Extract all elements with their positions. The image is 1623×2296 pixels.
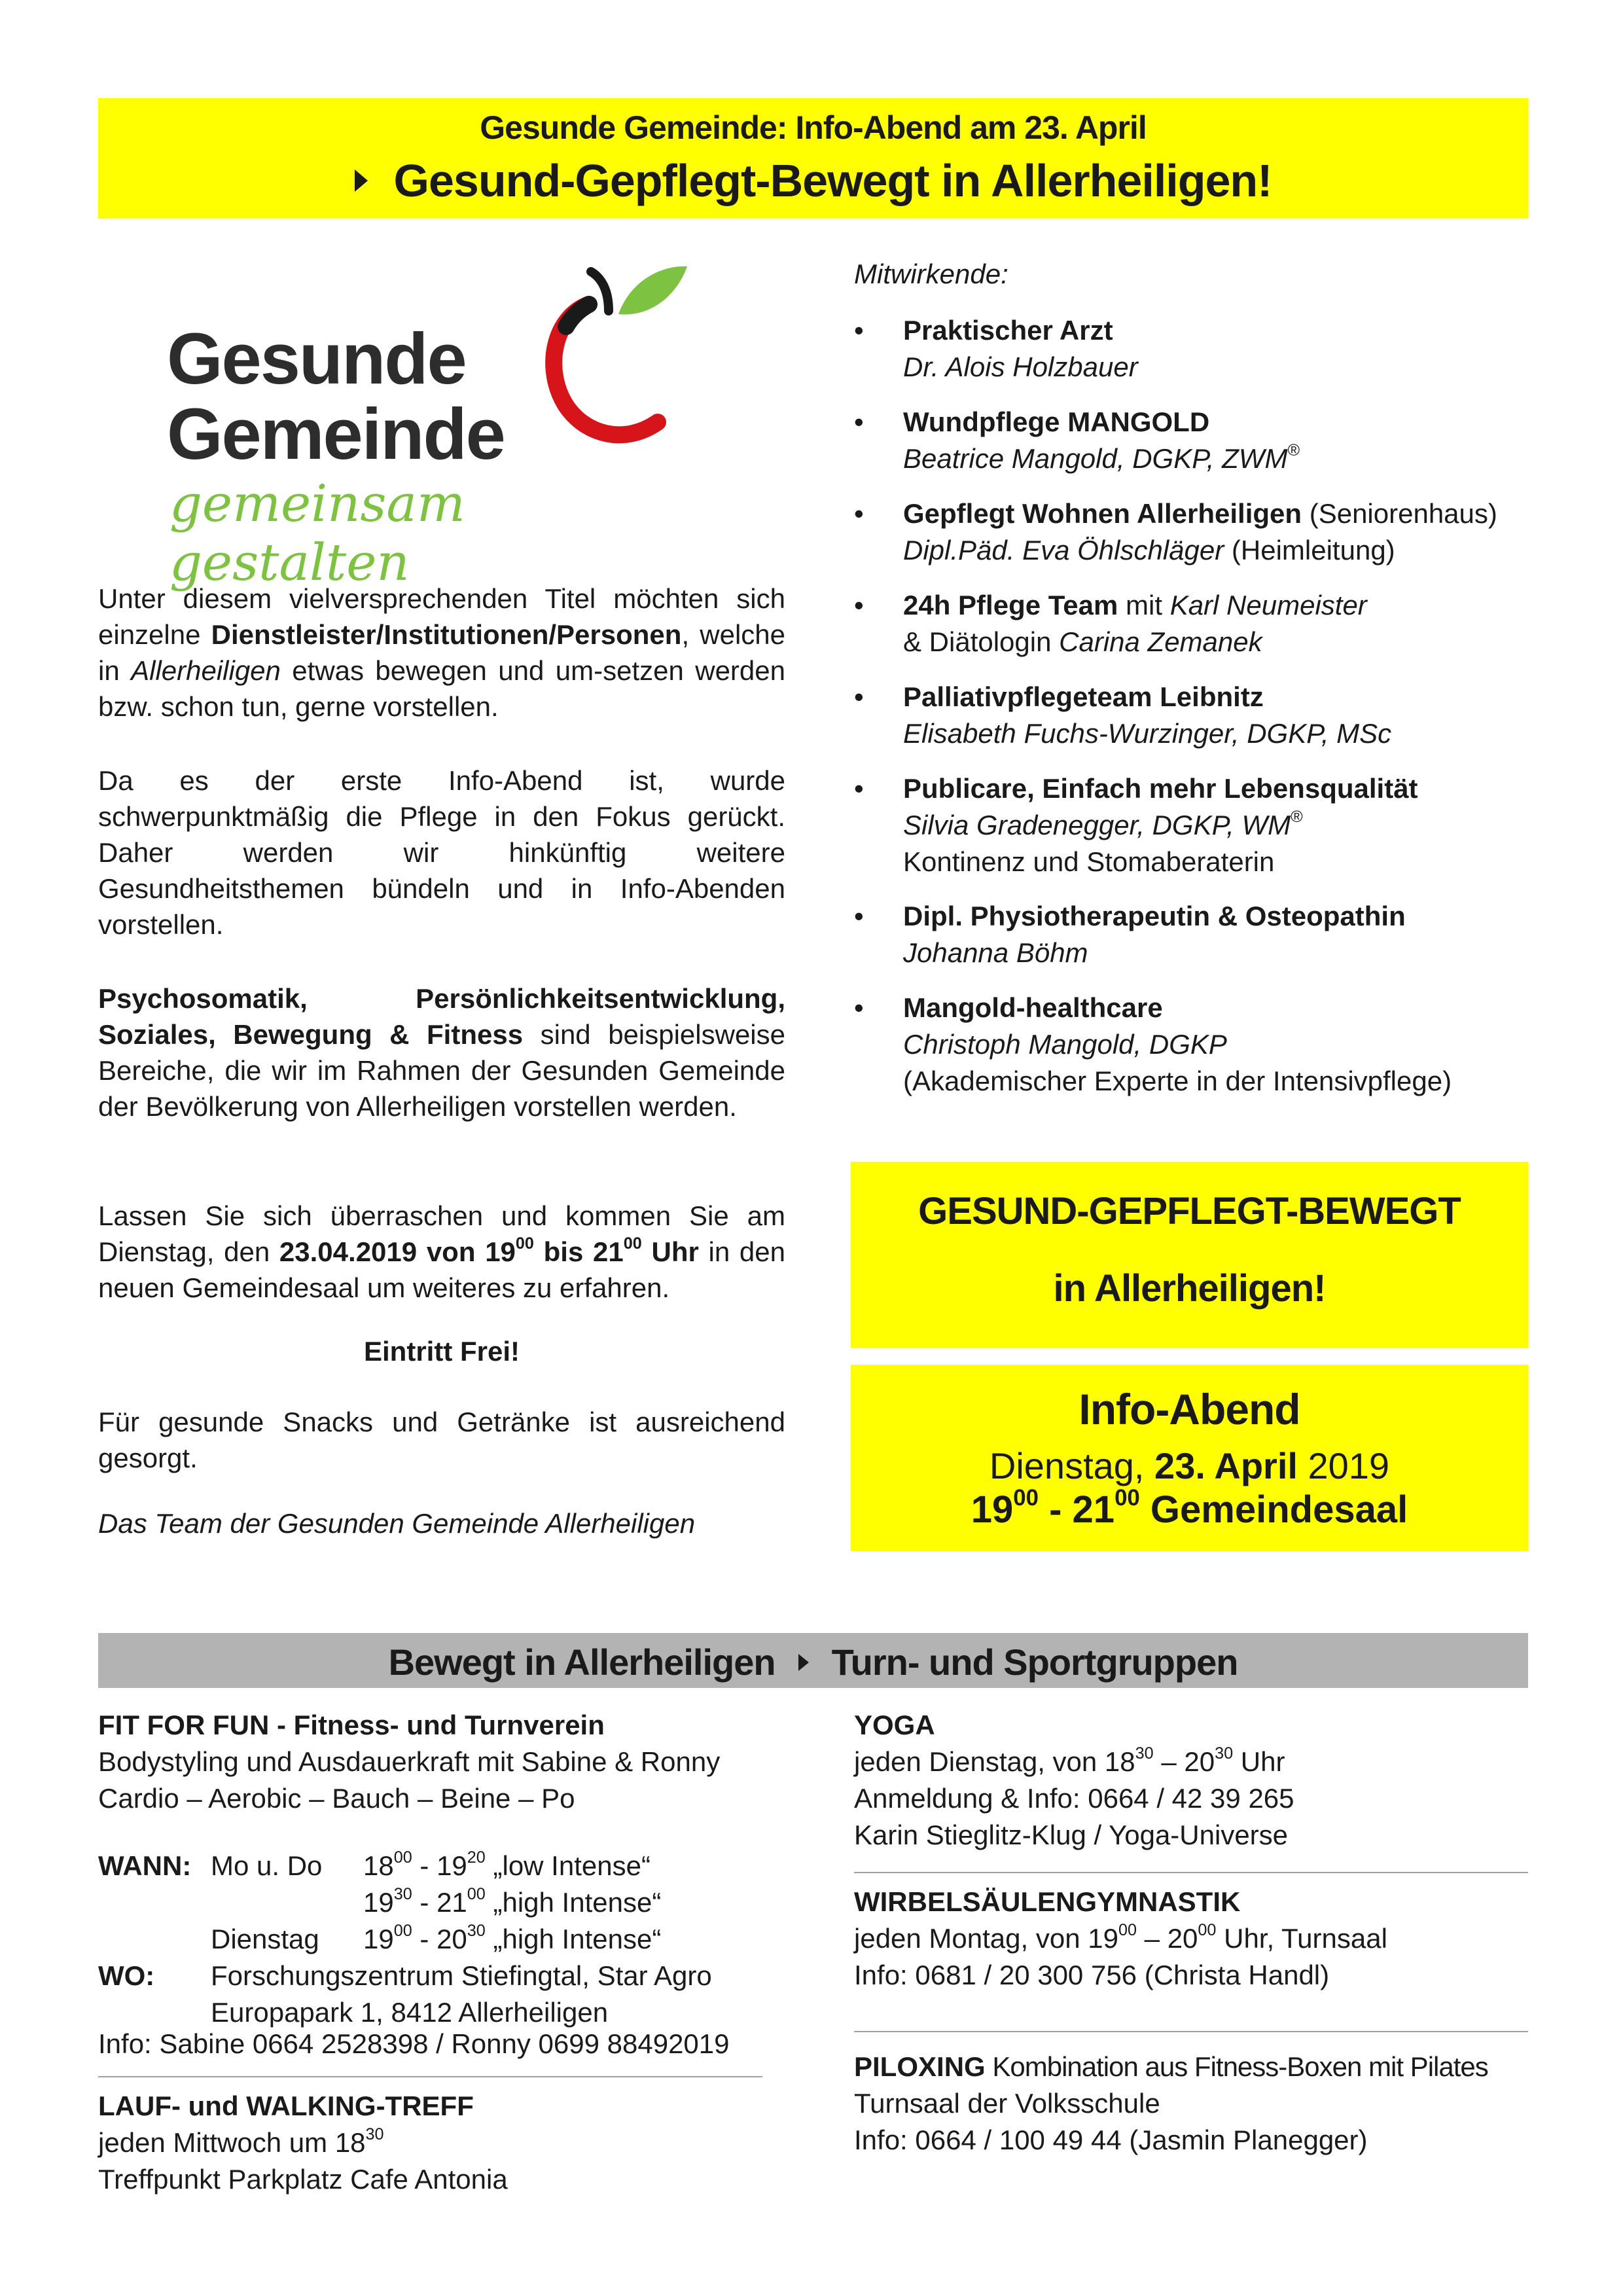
intro-paragraph-4 [98, 1198, 785, 1306]
yoga-title: YOGA [854, 1710, 935, 1740]
yoga-section [854, 1707, 1535, 1854]
section-bar-right: Turn- und Sportgruppen [831, 1641, 1238, 1683]
event-time-place: $19^{00} - 21^{00}$ Gemeindesaal [971, 1484, 1408, 1531]
piloxing-line-2: Info: 0664 / 100 49 44 (Jasmin Planegger) [854, 2125, 1368, 2155]
logo-word-gesunde: Gesunde [167, 319, 466, 399]
p1-text-a: Unter diesem vielversprechenden Titel möchten sich einzelne [98, 583, 785, 650]
section-bar [98, 1633, 1528, 1688]
fitforfun-info: Info: Sabine 0664 2528398 / Ronny 0699 88492019 [98, 2028, 730, 2059]
wirbel-section [854, 1884, 1535, 1994]
bullet-icon: • [854, 901, 864, 931]
triangle-right-icon [798, 1654, 809, 1671]
header-title-text: Gesund-Gepflegt-Bewegt in Allerheiligen! [393, 155, 1272, 206]
header-subtitle: Gesunde Gemeinde: Info-Abend am 23. April [480, 109, 1147, 146]
p3-text: sind beispielsweise Bereiche, die wir im Rahmen der Gesunden Gemeinde der Bevölkerung von Allerheiligen vorstellen werden. [98, 1019, 786, 1122]
p4-date-time: 23.04.2019 von $19^{00}$ bis $21^{00}$ Uhr [279, 1234, 699, 1267]
snacks-text: Für gesunde Snacks und Getränke ist ausreichend gesorgt. [98, 1407, 785, 1473]
bullet-icon: • [854, 315, 864, 346]
yoga-line-3: Karin Stieglitz-Klug / Yoga-Universe [854, 1820, 1289, 1850]
bullet-icon: • [854, 406, 864, 437]
intro-paragraph-3 [98, 980, 785, 1124]
bullet-icon: • [854, 773, 864, 804]
motto-box [851, 1162, 1528, 1348]
wirbel-title: WIRBELSÄULENGYMNASTIK [854, 1886, 1241, 1917]
motto-line-2: in Allerheiligen! [1053, 1267, 1326, 1310]
event-box [851, 1365, 1528, 1551]
bullet-icon: • [854, 681, 864, 712]
p1-bold: Dienstleister/Institutionen/Personen [211, 619, 682, 650]
event-date: Dienstag, 23. April 2019 [989, 1445, 1390, 1486]
wirbel-line-2: Info: 0681 / 20 300 756 (Christa Handl) [854, 1960, 1330, 1990]
divider [854, 2031, 1528, 2032]
p1-text-b: , welche in [98, 619, 786, 686]
bullet-icon: • [854, 992, 864, 1023]
intro-paragraph-2: Da es der erste Info-Abend ist, wurde schwerpunktmäßig die Pflege in den Fokus gerückt. Daher werden wir hinkünftig weitere Gesundheitsthemen bündeln und in Info-Abenden vorstellen. [98, 765, 785, 940]
piloxing-line-1: Turnsaal der Volksschule [854, 2088, 1160, 2119]
wirbel-line-1: jeden Montag, von $19^{00} - 20^{00}$ Uhr, Turnsaal [854, 1921, 1387, 1954]
motto-line-1: GESUND-GEPFLEGT-BEWEGT [918, 1190, 1461, 1232]
apple-icon [540, 259, 690, 455]
lauf-section [98, 2088, 785, 2198]
fitforfun-title: FIT FOR FUN - Fitness- und Turnverein [98, 1710, 605, 1740]
lauf-title: LAUF- und WALKING-TREFF [98, 2090, 474, 2121]
section-bar-left: Bewegt in Allerheiligen [388, 1641, 776, 1683]
yoga-line-1: jeden Dienstag, von $18^{30} - 20^{30}$ Uhr [854, 1744, 1285, 1777]
mitwirkende-label: Mitwirkende: [854, 259, 1008, 289]
yoga-line-2: Anmeldung & Info: 0664 / 42 39 265 [854, 1783, 1294, 1814]
p1-text-c: etwas bewegen und um-setzen werden bzw. schon tun, gerne vorstellen. [98, 655, 785, 722]
divider [854, 1872, 1528, 1873]
gesunde-gemeinde-logo [167, 259, 690, 592]
bullet-icon: • [854, 590, 864, 620]
header-banner [98, 98, 1528, 219]
triangle-right-icon [355, 170, 368, 192]
piloxing-section [854, 2049, 1548, 2159]
fitforfun-line-2: Cardio – Aerobic – Bauch – Beine – Po [98, 1783, 575, 1814]
fitforfun-schedule: WANN: Mo u. Do $18^{00} - 19^{20}$ „low Intense“ $19^{30} - 21^{00}$ „high Intense“ Dienstag $19^{00} - 20^{30}$ „high Intense“ WO: Forschungszentrum Stiefingtal, Star Agro Europapark 1, 8412 Allerheiligen [98, 1848, 712, 2028]
divider [98, 2076, 762, 2077]
event-title: Info-Abend [1079, 1385, 1300, 1433]
eintritt-frei: Eintritt Frei! [364, 1336, 520, 1367]
bullet-icon: • [854, 498, 864, 529]
fitforfun-section [98, 1707, 785, 1817]
fitforfun-line-1: Bodystyling und Ausdauerkraft mit Sabine & Ronny [98, 1746, 721, 1777]
p3-bold: Psychosomatik, Persönlichkeitsentwicklung, Soziales, Bewegung & Fitness [98, 983, 785, 1050]
logo-slogan: gemeinsam gestalten [169, 475, 465, 592]
piloxing-heading: PILOXING Kombination aus Fitness-Boxen mit Pilates [854, 2051, 1488, 2082]
logo-word-gemeinde: Gemeinde [167, 394, 505, 475]
header-title [98, 154, 1528, 207]
lauf-line-1: jeden Mittwoch um $18^{30}$ [98, 2125, 384, 2158]
lauf-line-2: Treffpunkt Parkplatz Cafe Antonia [98, 2164, 508, 2195]
p1-italic: Allerheiligen [131, 655, 281, 686]
intro-paragraph-1 [98, 581, 785, 725]
team-signature: Das Team der Gesunden Gemeinde Allerheiligen [98, 1508, 696, 1539]
p4-text-a: Lassen Sie sich überraschen und kommen Sie am Dienstag, den [98, 1200, 785, 1267]
p4-text-b: in den neuen Gemeindesaal um weiteres zu erfahren. [98, 1236, 785, 1303]
